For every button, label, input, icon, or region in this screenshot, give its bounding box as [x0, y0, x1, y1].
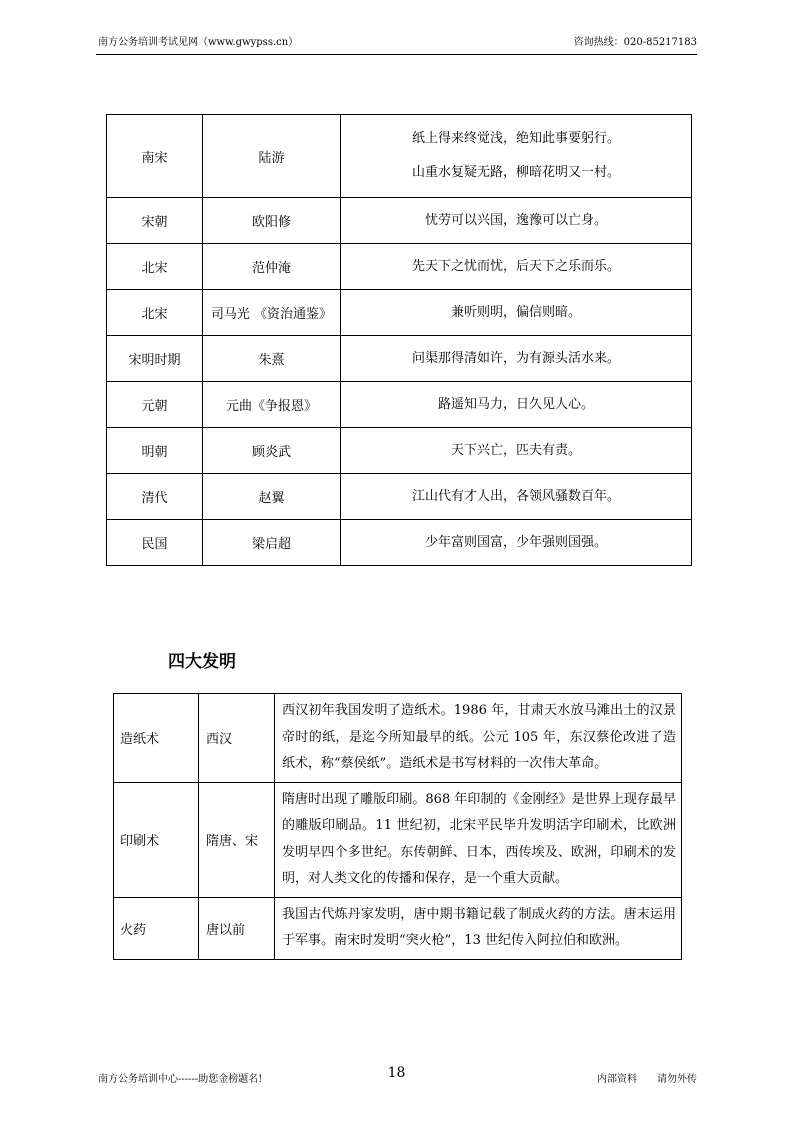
inventions-table — [113, 693, 682, 960]
quote-text-cell — [341, 336, 692, 382]
quote-text-cell — [341, 520, 692, 566]
quote-row — [107, 115, 692, 198]
quote-text-cell — [341, 428, 692, 474]
quote-row — [107, 198, 692, 244]
quote-row — [107, 382, 692, 428]
quote-text-cell — [341, 382, 692, 428]
invention-description-cell: 我国古代炼丹家发明，唐中期书籍记载了制成火药的方法。唐末运用于军事。南宋时发明“突火枪”，13 世纪传入阿拉伯和欧洲。 — [275, 897, 682, 959]
quote-era-cell: 北宋 — [107, 244, 203, 290]
invention-description-cell: 西汉初年我国发明了造纸术。1986 年，甘肃天水放马滩出土的汉景帝时的纸，是迄今所知最早的纸。公元 105 年，东汉蔡伦改进了造纸术，称“蔡侯纸”。造纸术是书写材料的一次伟大革命。 — [275, 694, 682, 783]
invention-period-cell: 隋唐、宋 — [199, 782, 275, 897]
quote-line: 忧劳可以兴国，逸豫可以亡身。 — [424, 212, 607, 228]
quote-author-cell: 朱熹 — [203, 336, 341, 382]
quote-line: 兼听则明，偏信则暗。 — [450, 304, 581, 320]
quote-era-cell: 南宋 — [107, 115, 203, 198]
quotes-table — [106, 114, 692, 566]
invention-name-cell: 印刷术 — [114, 782, 199, 897]
invention-row — [114, 694, 682, 783]
header-hotline: 咨询热线：020-85217183 — [573, 37, 697, 48]
section-title-four-inventions: 四大发明 — [168, 652, 236, 672]
quote-line: 天下兴亡，匹夫有责。 — [450, 442, 581, 458]
quote-text-cell — [341, 244, 692, 290]
quote-era-cell: 宋明时期 — [107, 336, 203, 382]
quote-author-cell: 欧阳修 — [203, 198, 341, 244]
quote-era-cell: 元朝 — [107, 382, 203, 428]
invention-period-cell: 唐以前 — [199, 897, 275, 959]
quote-row — [107, 290, 692, 336]
header-divider — [96, 54, 697, 55]
invention-name-cell: 火药 — [114, 897, 199, 959]
footer-internal-label: 内部资料 — [597, 1074, 637, 1085]
footer-slogan: 南方公务培训中心------助您金榜题名! — [98, 1074, 263, 1085]
invention-row — [114, 782, 682, 897]
header-site-name: 南方公务培训考试见网（www.gwypss.cn） — [98, 37, 299, 48]
quote-line: 问渠那得清如许，为有源头活水来。 — [411, 350, 620, 366]
quote-line: 山重水复疑无路，柳暗花明又一村。 — [411, 165, 620, 180]
invention-period-cell: 西汉 — [199, 694, 275, 783]
invention-row — [114, 897, 682, 959]
quote-author-cell: 顾炎武 — [203, 428, 341, 474]
quote-line: 少年富则国富，少年强则国强。 — [424, 534, 607, 550]
quote-line: 江山代有才人出，各领风骚数百年。 — [411, 488, 620, 504]
footer-notice — [597, 1073, 697, 1087]
quote-row — [107, 244, 692, 290]
quote-era-cell: 民国 — [107, 520, 203, 566]
quote-author-cell: 赵翼 — [203, 474, 341, 520]
quote-row — [107, 474, 692, 520]
quote-text-cell — [341, 115, 692, 198]
quote-author-cell: 元曲《争报恩》 — [203, 382, 341, 428]
quote-author-cell: 陆游 — [203, 115, 341, 198]
quote-text-cell — [341, 474, 692, 520]
quote-era-cell: 宋朝 — [107, 198, 203, 244]
quote-era-cell: 明朝 — [107, 428, 203, 474]
quote-text-cell — [341, 290, 692, 336]
quote-row — [107, 336, 692, 382]
quote-line: 路遥知马力，日久见人心。 — [437, 396, 594, 412]
quote-author-cell: 梁启超 — [203, 520, 341, 566]
quote-author-cell: 司马光 《资治通鉴》 — [203, 290, 341, 336]
invention-name-cell: 造纸术 — [114, 694, 199, 783]
quote-line: 纸上得来终觉浅，绝知此事要躬行。 — [411, 131, 620, 146]
quote-text-cell — [341, 198, 692, 244]
quote-line: 先天下之忧而忧，后天下之乐而乐。 — [411, 258, 620, 274]
footer-no-distribute-label: 请勿外传 — [657, 1074, 697, 1085]
quote-row — [107, 428, 692, 474]
quote-era-cell: 北宋 — [107, 290, 203, 336]
quote-era-cell: 清代 — [107, 474, 203, 520]
quote-author-cell: 范仲淹 — [203, 244, 341, 290]
page-number: 18 — [387, 1065, 406, 1081]
invention-description-cell: 隋唐时出现了雕版印刷。868 年印制的《金刚经》是世界上现存最早的雕版印刷品。11 世纪初，北宋平民毕升发明活字印刷术，比欧洲发明早四个多世纪。东传朝鲜、日本，西传埃及、欧洲，印刷术的发明，对人类文化的传播和保存，是一个重大贡献。 — [275, 782, 682, 897]
quote-row — [107, 520, 692, 566]
